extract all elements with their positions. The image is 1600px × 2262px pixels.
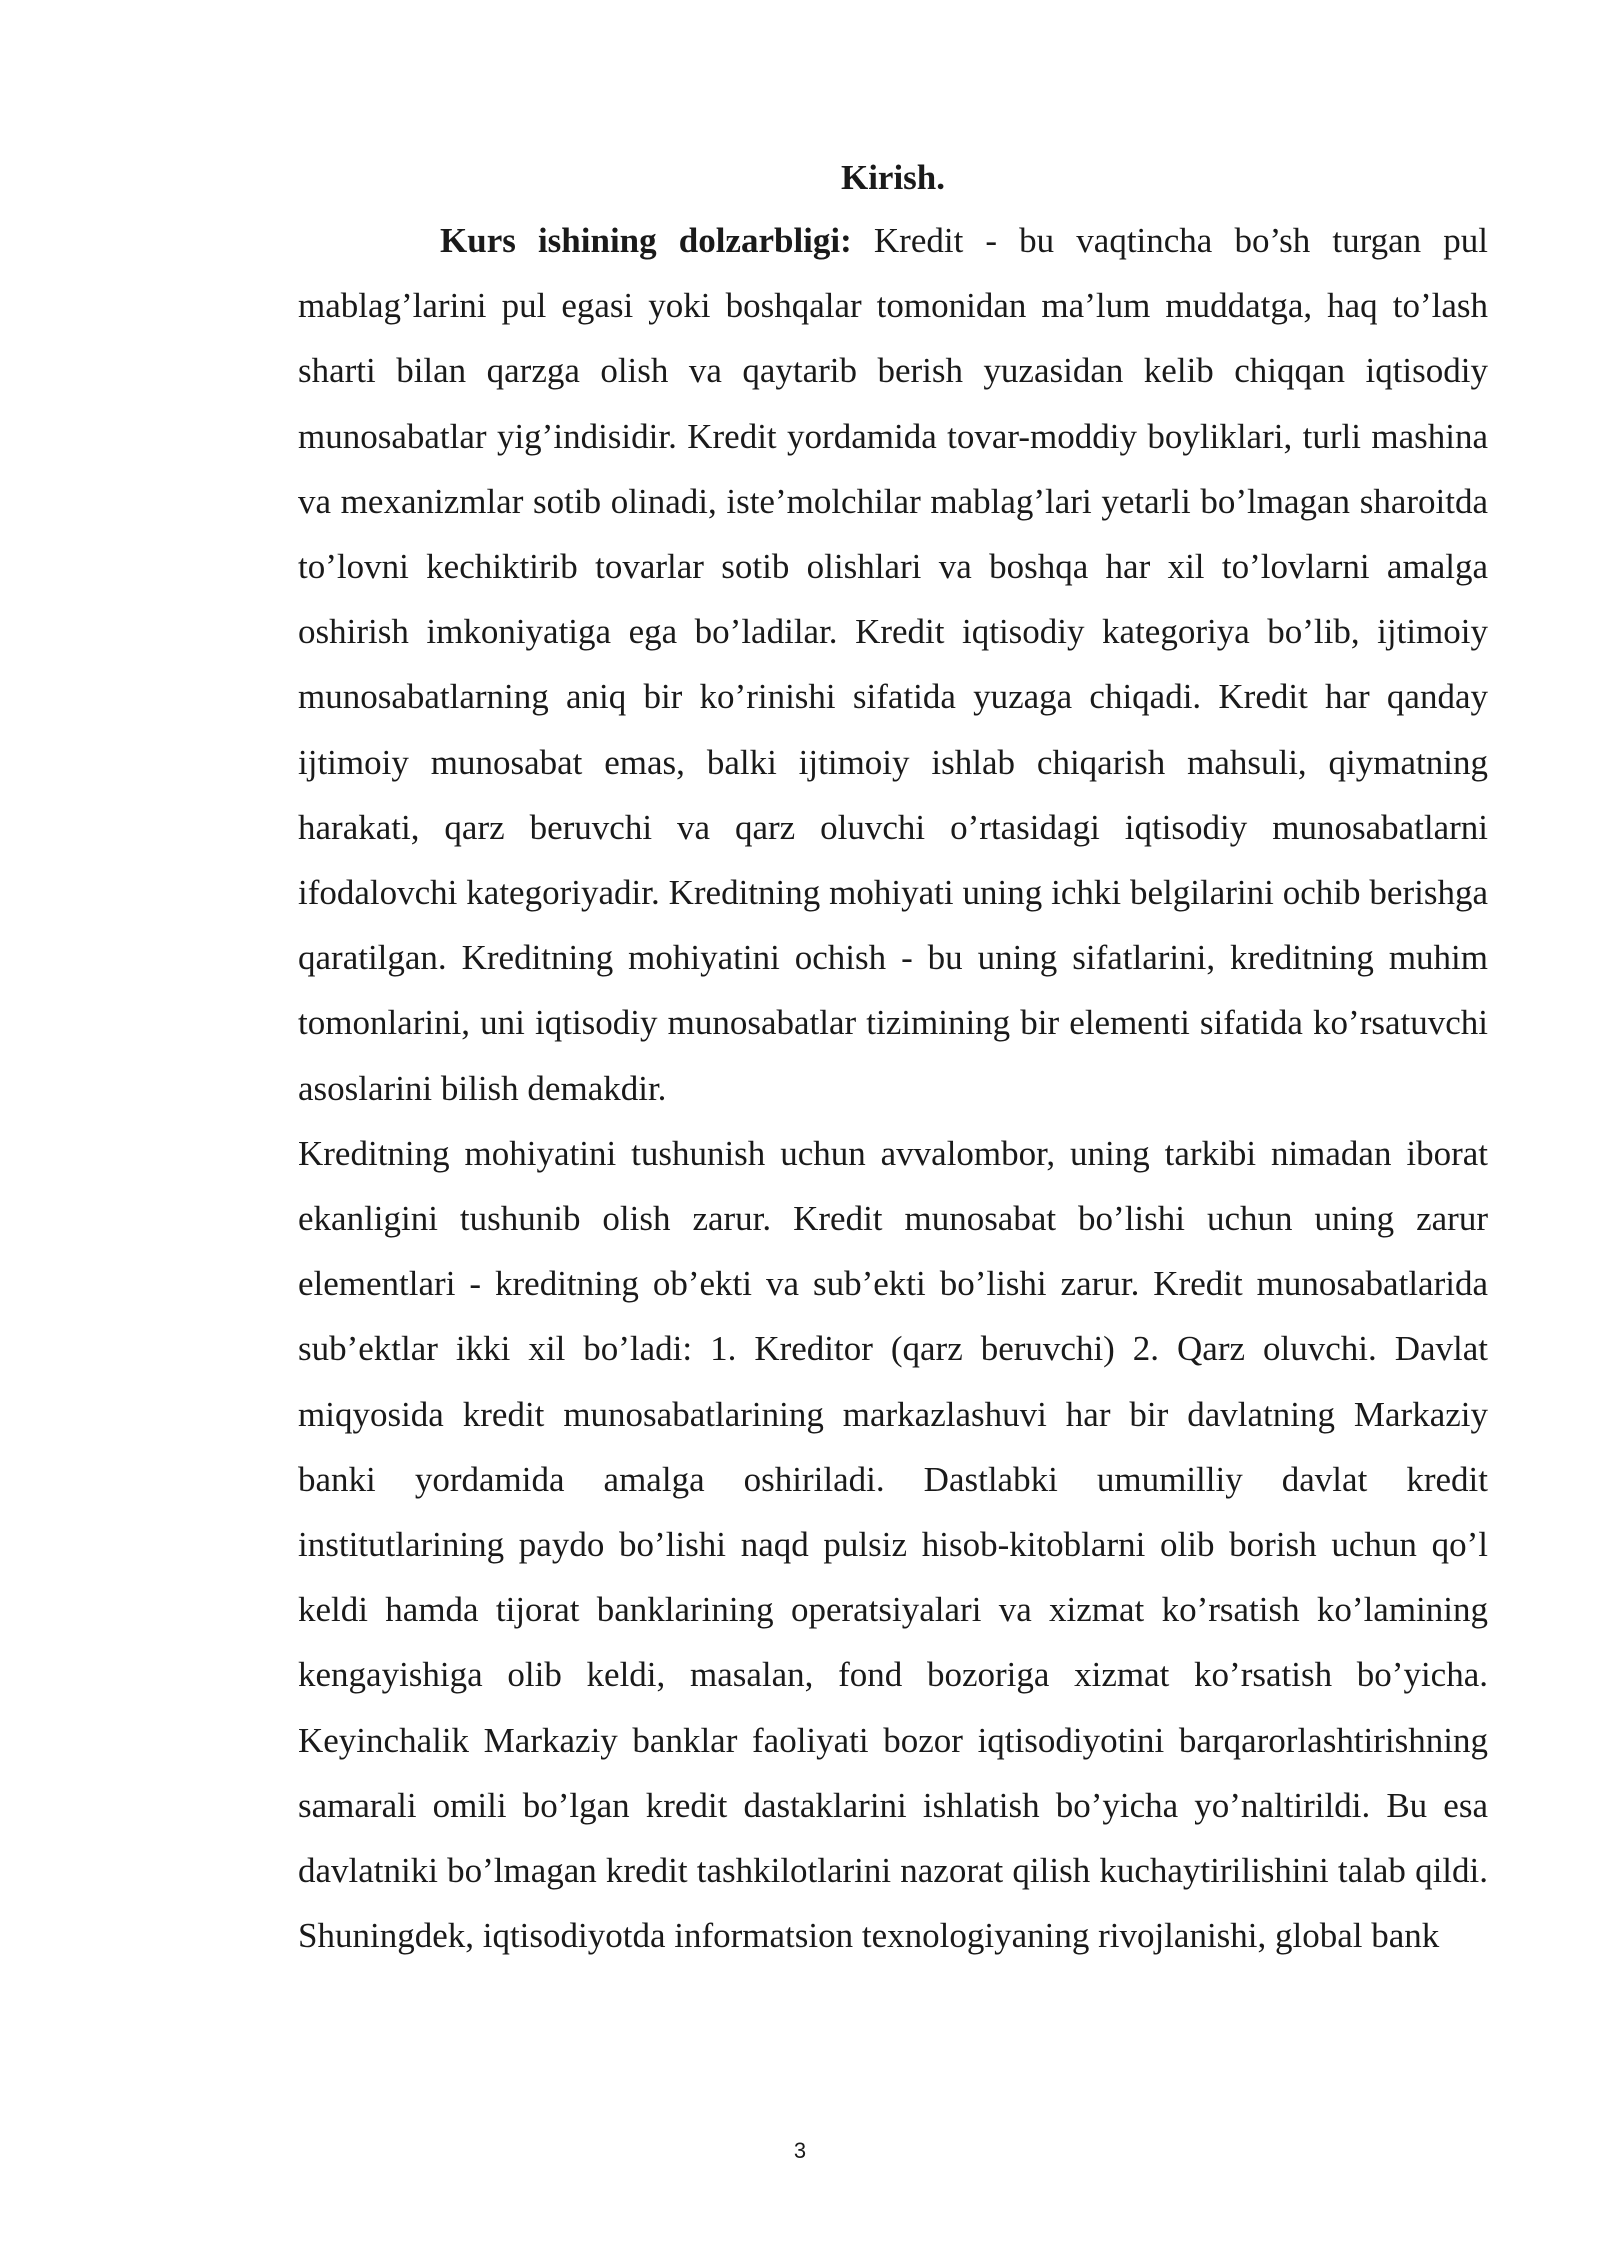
paragraph-lead: Kurs ishining dolzarbligi:: [440, 221, 852, 260]
page-content: [298, 148, 1488, 1968]
paragraph-intro-text: Kredit - bu vaqtincha bo’sh turgan pul mablag’larini pul egasi yoki boshqalar tomonidan ma’lum muddatga, haq to’lash sharti bilan qarzga olish va qaytarib berish yuzasidan kelib chiqqan iqtisodiy munosabatlar yig’indisidir. Kredit yordamida tovar-moddiy boyliklari, turli mashina va mexanizmlar sotib olinadi, iste’molchilar mablag’lari yetarli bo’lmagan sharoitda to’lovni kechiktirib tovarlar sotib olishlari va boshqa har xil to’lovlarni amalga oshirish imkoniyatiga ega bo’ladilar. Kredit iqtisodiy kategoriya bo’lib, ijtimoiy munosabatlarning aniq bir ko’rinishi sifatida yuzaga chiqadi. Kredit har qanday ijtimoiy munosabat emas, balki ijtimoiy ishlab chiqarish mahsuli, qiymatning harakati, qarz beruvchi va qarz oluvchi o’rtasidagi iqtisodiy munosabatlarni ifodalovchi kategoriyadir. Kreditning mohiyati uning ichki belgilarini ochib berishga qaratilgan. Kreditning mohiyatini ochish - bu uning sifatlarini, kreditning muhim tomonlarini, uni iqtisodiy munosabatlar tizimining bir elementi sifatida ko’rsatuvchi asoslarini bilish demakdir.: [298, 221, 1488, 1108]
paragraph-body: Kreditning mohiyatini tushunish uchun avvalombor, uning tarkibi nimadan iborat ekanligini tushunib olish zarur. Kredit munosabat bo’lishi uchun uning zarur elementlari - kreditning ob’ekti va sub’ekti bo’lishi zarur. Kredit munosabatlarida sub’ektlar ikki xil bo’ladi: 1. Kreditor (qarz beruvchi) 2. Qarz oluvchi. Davlat miqyosida kredit munosabatlarining markazlashuvi har bir davlatning Markaziy banki yordamida amalga oshiriladi. Dastlabki umumilliy davlat kredit institutlarining paydo bo’lishi naqd pulsiz hisob-kitoblarni olib borish uchun qo’l keldi hamda tijorat banklarining operatsiyalari va xizmat ko’rsatish ko’lamining kengayishiga olib keldi, masalan, fond bozoriga xizmat ko’rsatish bo’yicha. Keyinchalik Markaziy banklar faoliyati bozor iqtisodiyotini barqarorlashtirishning samarali omili bo’lgan kredit dastaklarini ishlatish bo’yicha yo’naltirildi. Bu esa davlatniki bo’lmagan kredit tashkilotlarini nazorat qilish kuchaytirilishini talab qildi. Shuningdek, iqtisodiyotda informatsion texnologiyaning rivojlanishi, global bank: [298, 1133, 1488, 1956]
paragraph-intro: [298, 208, 1488, 1121]
page-number: 3: [793, 2138, 807, 2163]
section-heading: Kirish.: [840, 158, 946, 197]
